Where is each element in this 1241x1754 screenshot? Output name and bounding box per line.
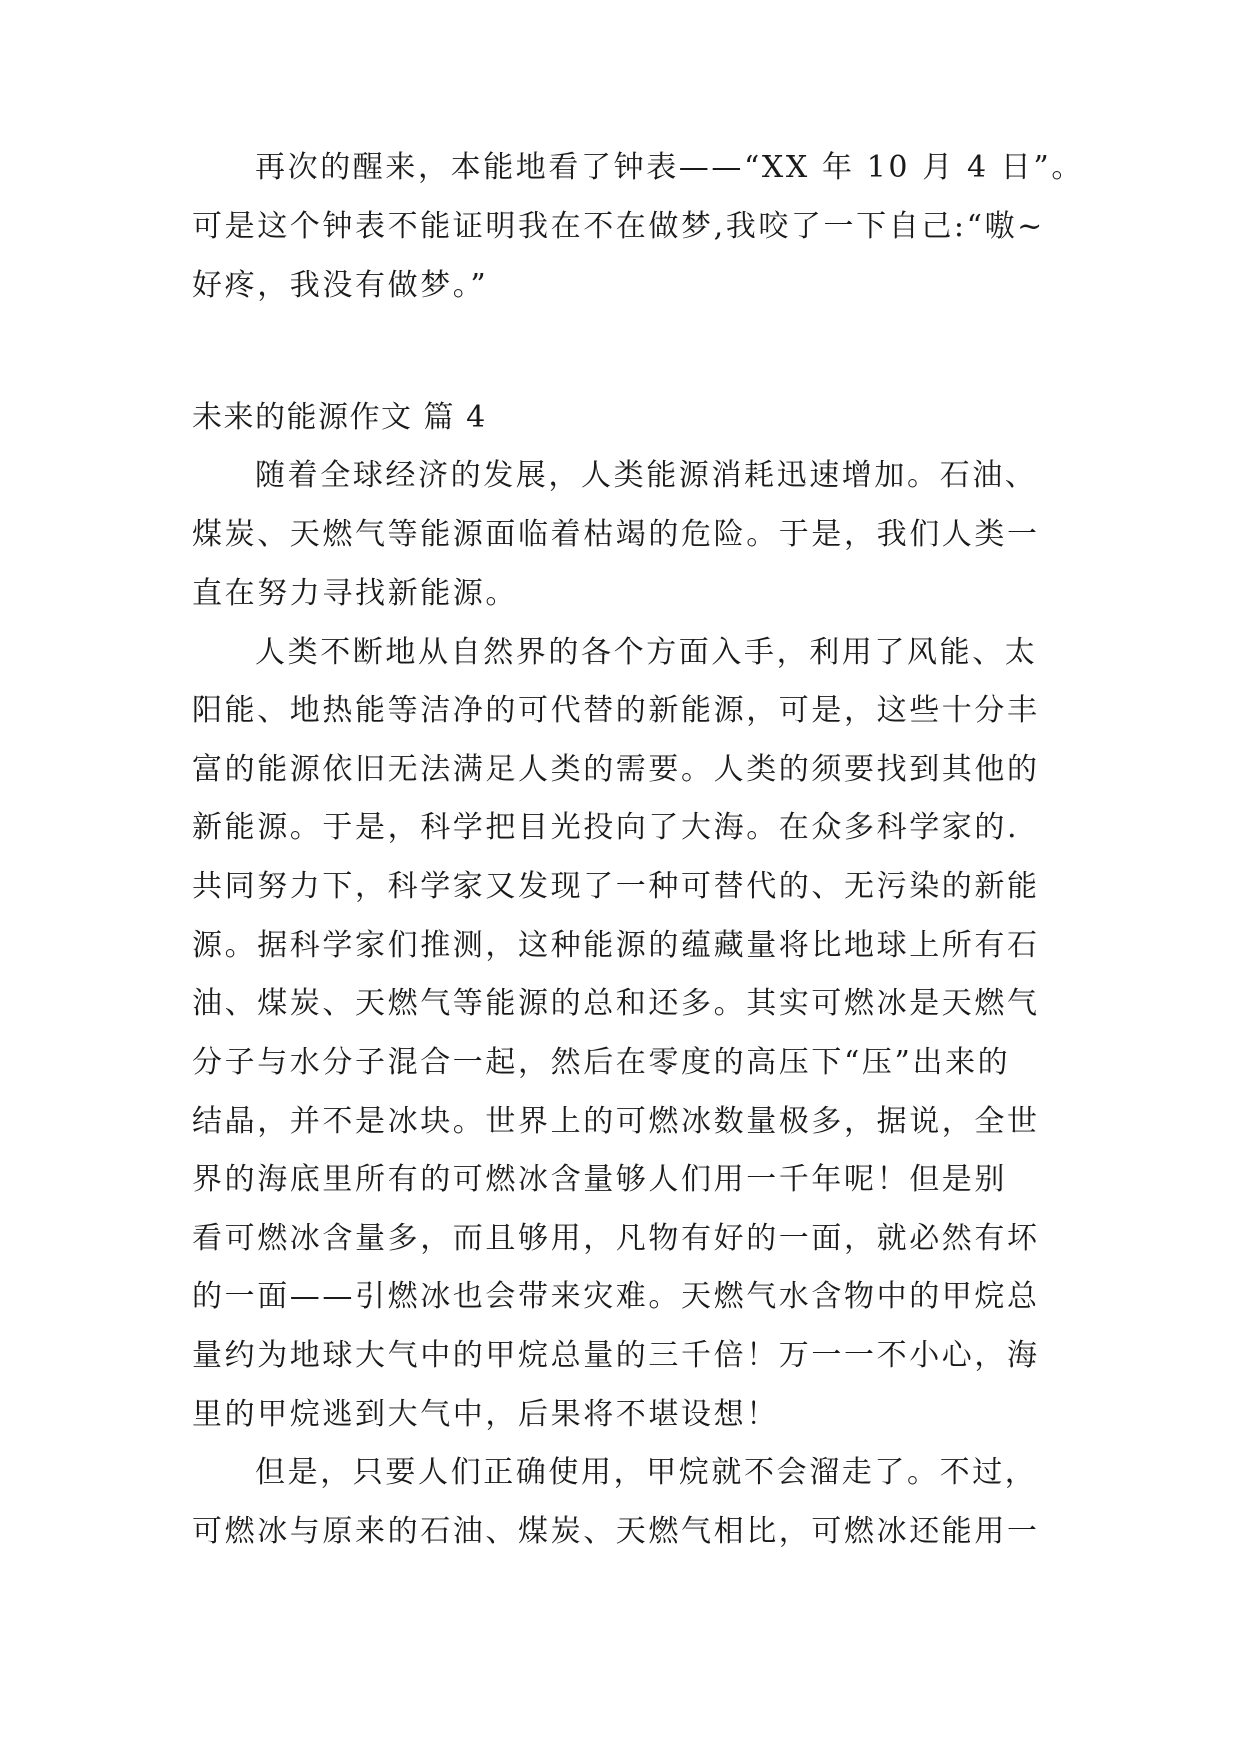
paragraph-2-line-8: 分子与水分子混合一起，然后在零度的高压下“压”出来的: [192, 1045, 1011, 1080]
paragraph-2-line-3: 富的能源依旧无法满足人类的需要。人类的须要找到其他的: [192, 752, 1040, 787]
paragraph-2-line-12: 的一面——引燃冰也会带来灾难。天燃气水含物中的甲烷总: [192, 1279, 1040, 1314]
paragraph-2-line-11: 看可燃冰含量多，而且够用，凡物有好的一面，就必然有坏: [192, 1221, 1040, 1256]
paragraph-2-line-7: 油、煤炭、天燃气等能源的总和还多。其实可燃冰是天燃气: [192, 986, 1040, 1021]
paragraph-2-line-1: 人类不断地从自然界的各个方面入手，利用了风能、太: [255, 635, 1038, 670]
paragraph-2-line-5: 共同努力下，科学家又发现了一种可替代的、无污染的新能: [192, 869, 1040, 904]
paragraph-2-line-9: 结晶，并不是冰块。世界上的可燃冰数量极多，据说，全世: [192, 1104, 1040, 1139]
intro-paragraph-line-2: 可是这个钟表不能证明我在不在做梦,我咬了一下自己:“嗷~: [192, 209, 1045, 244]
paragraph-2-line-14: 里的甲烷逃到大气中，后果将不堪设想！: [192, 1397, 779, 1432]
paragraph-1-line-1: 随着全球经济的发展，人类能源消耗迅速增加。石油、: [255, 458, 1038, 493]
paragraph-3-line-1: 但是，只要人们正确使用，甲烷就不会溜走了。不过，: [255, 1455, 1038, 1490]
paragraph-1-line-2: 煤炭、天燃气等能源面临着枯竭的危险。于是，我们人类一: [192, 517, 1040, 552]
section-heading: 未来的能源作文 篇 4: [192, 400, 487, 435]
paragraph-2-line-13: 量约为地球大气中的甲烷总量的三千倍！万一一不小心，海: [192, 1338, 1040, 1373]
intro-paragraph-line-3: 好疼，我没有做梦。”: [192, 268, 489, 303]
paragraph-2-line-6: 源。据科学家们推测，这种能源的蕴藏量将比地球上所有石: [192, 928, 1040, 963]
paragraph-3-line-2: 可燃冰与原来的石油、煤炭、天燃气相比，可燃冰还能用一: [192, 1514, 1040, 1549]
paragraph-2-line-4: 新能源。于是，科学把目光投向了大海。在众多科学家的.: [192, 810, 1020, 845]
paragraph-1-line-3: 直在努力寻找新能源。: [192, 576, 518, 611]
paragraph-2-line-2: 阳能、地热能等洁净的可代替的新能源，可是，这些十分丰: [192, 693, 1040, 728]
paragraph-2-line-10: 界的海底里所有的可燃冰含量够人们用一千年呢！但是别: [192, 1162, 1007, 1197]
intro-paragraph-line-1: 再次的醒来，本能地看了钟表——“XX 年 10 月 4 日”。: [255, 150, 1084, 185]
